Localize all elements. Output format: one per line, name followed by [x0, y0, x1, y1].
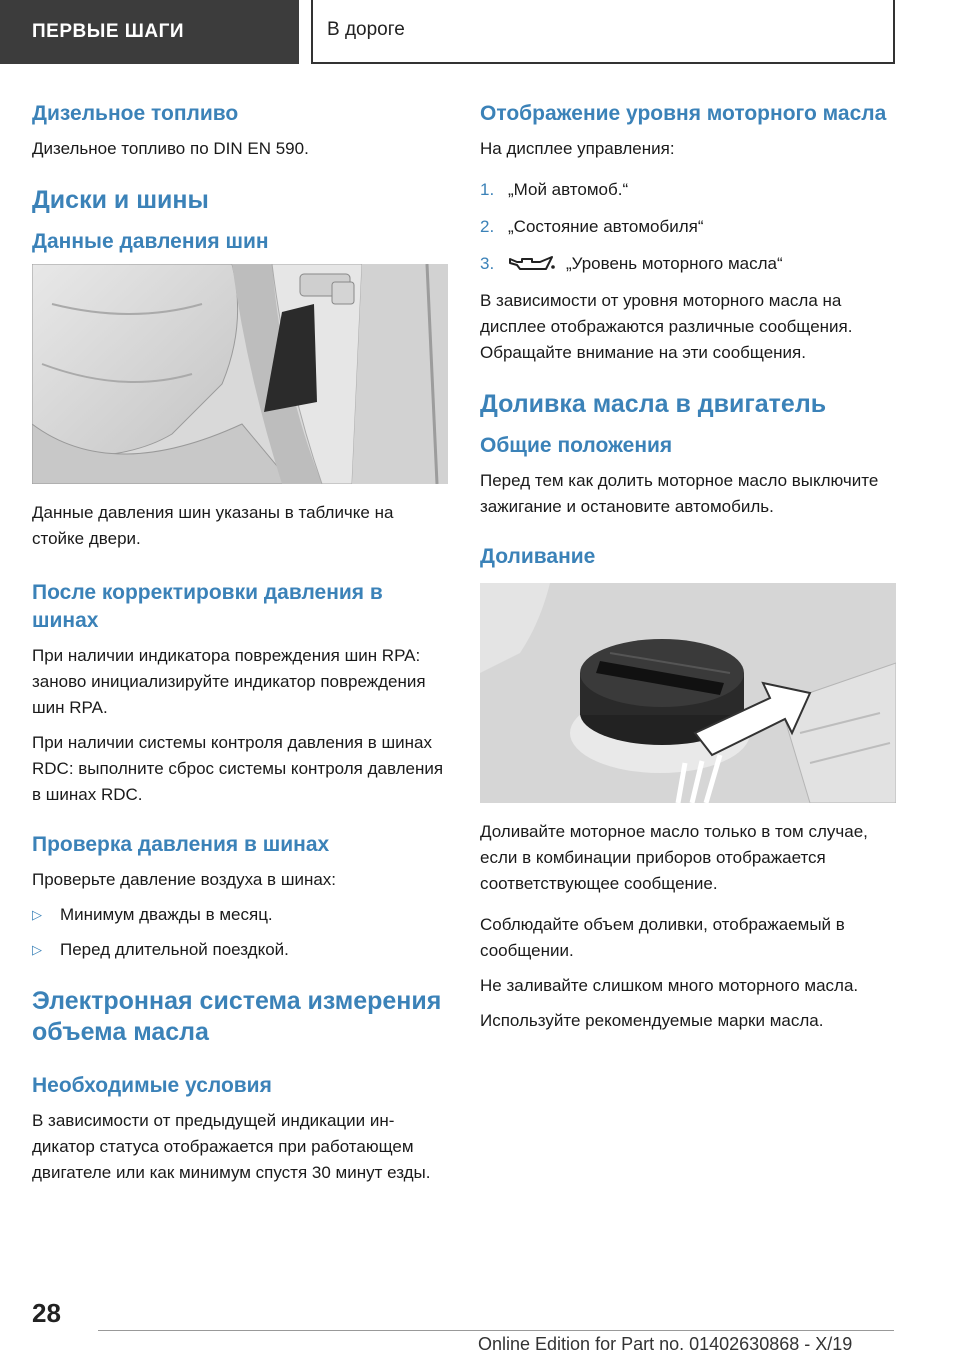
step-item: 3. „Уровень моторного масла“	[480, 254, 783, 273]
right-column	[480, 100, 896, 1043]
rpa-text: При наличии индикатора повреждения шин RPA: заново инициализируйте индикатор повреждения шин RPA.	[32, 646, 426, 717]
door-pillar-photo	[32, 264, 448, 484]
oil-can-icon	[508, 253, 556, 275]
rdc-text: При наличии системы контроля давления в шинах RDC: выполните сброс системы контроля давления в шинах RDC.	[32, 733, 444, 804]
check-item: ▷ Перед длительной поездкой.	[32, 937, 448, 963]
adding-text-3: Не заливайте слишком много моторного масла.	[480, 976, 859, 995]
edition-text: Online Edition for Part no. 01402630868 - X/19	[478, 1334, 853, 1354]
page-header	[0, 0, 960, 66]
step-item: 2. „Состояние автомобиля“	[480, 217, 704, 236]
section-tab: ПЕРВЫЕ ШАГИ	[0, 0, 299, 64]
step-item: 1. „Мой автомоб.“	[480, 180, 629, 199]
pressure-data-text: Данные давления шин указаны в табличке на стойке двери.	[32, 503, 394, 548]
topping-up-heading: Доливка масла в двигатель	[480, 390, 827, 418]
general-text: Перед тем как долить моторное масло выключите зажигание и остановите автомобиль.	[480, 471, 879, 516]
triangle-bullet-icon: ▷	[32, 942, 42, 957]
chapter-tab: В дороге	[311, 0, 895, 64]
oil-level-heading: Отображение уровня моторного масла	[480, 102, 887, 125]
adding-text-4: Используйте рекомендуемые марки масла.	[480, 1011, 824, 1030]
adding-text-2: Соблюдайте объем доливки, отображаемый в сообщении.	[480, 915, 845, 960]
left-column	[32, 100, 448, 1195]
check-item: ▷ Минимум дважды в месяц.	[32, 902, 448, 928]
pressure-data-heading: Данные давления шин	[32, 230, 269, 253]
wheels-heading: Диски и шины	[32, 186, 209, 214]
electronic-heading: Электронная система измерения объема масла	[32, 987, 442, 1046]
general-heading: Общие положения	[480, 434, 673, 457]
check-text: Проверьте давление воздуха в шинах:	[32, 870, 337, 889]
check-heading: Проверка давления в шинах	[32, 833, 330, 856]
footer-divider	[98, 1330, 894, 1331]
after-correction-heading: После корректировки давления в шинах	[32, 581, 383, 632]
adding-heading: Доливание	[480, 545, 596, 568]
conditions-text: В зависимости от предыдущей индикации индикатор статуса отображается при работающем двигателе или как минимум спустя 30 минут езды.	[32, 1111, 431, 1182]
display-text: На дисплее управления:	[480, 139, 675, 158]
conditions-heading: Необходимые условия	[32, 1074, 272, 1097]
messages-text: В зависимости от уровня моторного масла на дисплее отображаются различные сообщения. Обращайте внимание на эти сообщения.	[480, 291, 853, 362]
page-number: 28	[32, 1298, 61, 1328]
adding-text-1: Доливайте моторное масло только в том случае, если в комбинации приборов отображается соответствующее сообщение.	[480, 822, 868, 893]
oil-filler-cap-photo	[480, 583, 896, 803]
diesel-heading: Дизельное топливо	[32, 102, 239, 125]
diesel-text: Дизельное топливо по DIN EN 590.	[32, 139, 309, 158]
triangle-bullet-icon: ▷	[32, 907, 42, 922]
